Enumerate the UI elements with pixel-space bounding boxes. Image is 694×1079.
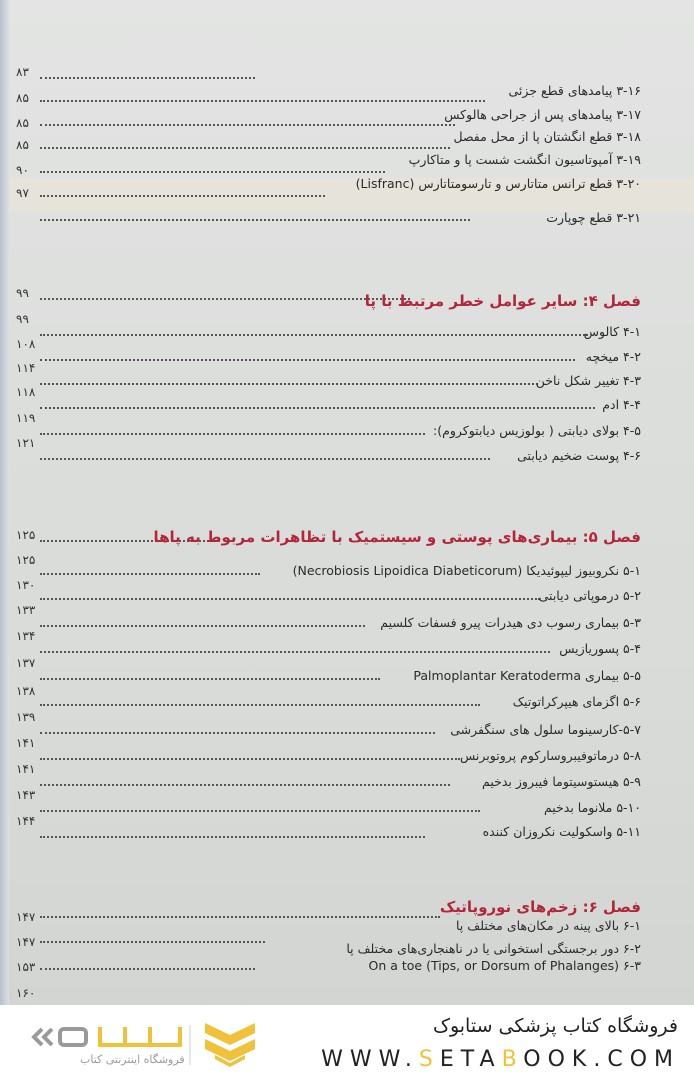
toc-entry[interactable]: ۵-۲ درموپاتی دیابتی (538, 588, 641, 603)
page-number: ۸۳ (16, 65, 29, 79)
toc-entry[interactable]: ۵-۳ بیماری رسوب دی هیدرات پیرو فسفات کلسیم (380, 615, 641, 630)
toc-row (0, 935, 694, 957)
dot-leader (40, 195, 325, 197)
dot-leader (40, 836, 425, 838)
store-url[interactable] (321, 1047, 680, 1072)
page-number: ۹۹ (16, 286, 29, 300)
page-number: ۱۳۴ (16, 629, 36, 643)
dot-leader (40, 100, 485, 102)
dot-leader (40, 171, 385, 173)
chapter-heading (0, 292, 694, 314)
page-number: ۱۳۳ (16, 603, 36, 617)
toc-row (0, 736, 694, 763)
toc-row (0, 762, 694, 789)
dot-leader (40, 407, 595, 409)
dot-leader (40, 941, 265, 943)
page-number: ۱۳۷ (16, 656, 36, 670)
setabook-logo[interactable] (30, 1015, 270, 1071)
toc-entry[interactable]: ۵-۱۱ واسکولیت نکروزان کننده (482, 824, 641, 839)
toc-entry[interactable]: ۳-۱۹ آمپوتاسیون انگشت شست پا و متاکارپ (408, 152, 641, 167)
dot-leader (40, 810, 480, 812)
chapter-title[interactable]: فصل ۶: زخم‌های نوروپاتیک (439, 898, 641, 916)
url-part: WWW. (321, 1047, 419, 1072)
dot-leader (40, 678, 380, 680)
toc-row (0, 578, 694, 603)
page-number: ۱۱۸ (16, 385, 36, 399)
toc-entry[interactable]: ۳-۱۸ قطع انگشتان پا از محل مفصل (453, 129, 641, 144)
toc-row (0, 436, 694, 463)
toc-entry[interactable]: ۳-۲۱ قطع چوپارت (546, 210, 641, 225)
toc-entry[interactable]: ۴-۱ کالوس (583, 324, 641, 339)
page-number: ۱۰۸ (16, 337, 36, 351)
dot-leader (40, 573, 260, 575)
toc-entry[interactable]: ۴-۳ تغییر شکل ناخن (535, 373, 641, 388)
toc-row (0, 684, 694, 709)
toc-row (0, 312, 694, 339)
page-number: ۱۴۷ (16, 935, 36, 949)
page-number: ۱۳۸ (16, 684, 36, 698)
url-part-accent: S (418, 1047, 440, 1072)
toc-row (0, 986, 694, 1005)
store-title: فروشگاه کتاب پزشکی ستابوک (432, 1015, 678, 1037)
toc-entry[interactable]: ۵-۵ بیماری Palmoplantar Keratoderma (413, 668, 641, 683)
toc-entry[interactable]: ۵-۷-کارسینوما سلول های سنگفرشی (450, 722, 641, 737)
page-number: ۹۷ (16, 186, 29, 200)
page-number: ۱۱۹ (16, 411, 36, 425)
page-number: ۱۲۵ (16, 553, 36, 567)
toc-entry[interactable]: ۴-۲ میخچه (585, 349, 641, 364)
page-number: ۱۴۷ (16, 910, 36, 924)
toc-entry[interactable]: ۵-۸ درماتوفیبروسارکوم پروتوبرنس (459, 748, 641, 763)
toc-row (0, 710, 694, 737)
page-number: ۸۵ (16, 138, 29, 152)
dot-leader (40, 433, 425, 435)
page-number: ۱۲۱ (16, 436, 36, 450)
toc-entry[interactable]: ۶-۲ دور برجستگی استخوانی یا در ناهنجاری‌های مختلف پا (346, 941, 641, 956)
page-number: ۱۶۰ (16, 986, 36, 1000)
toc-entry[interactable]: ۳-۱۶ پیامدهای قطع جزئی (508, 83, 641, 98)
toc-entry[interactable]: ۳-۲۰ قطع ترانس متاتارس و تارسومتاتارس (Lisfranc) (355, 176, 641, 191)
page-number: ۱۴۳ (16, 788, 36, 802)
chapter-title[interactable]: فصل ۴: سایر عوامل خطر مرتبط با پا (364, 292, 641, 310)
logo-subtitle: فروشگاه اینترنتی کتاب (80, 1053, 185, 1066)
dot-leader (40, 758, 460, 760)
dot-leader (40, 77, 255, 79)
url-part-accent: B (501, 1047, 524, 1072)
dot-leader (40, 124, 455, 126)
toc-entry[interactable]: ۵-۱ نکروبیوز لیپوئیدیکا (Necrobiosis Lipoidica Diabeticorum) (292, 563, 641, 578)
page-number: ۱۴۱ (16, 762, 36, 776)
dot-leader (40, 651, 550, 653)
toc-row (0, 788, 694, 815)
dot-leader (40, 916, 440, 918)
dot-leader (40, 219, 470, 221)
chapter-title[interactable]: فصل ۵: بیماری‌های پوستی و سیستمیک با تظاهرات مربوط به پاها (153, 528, 641, 546)
dot-leader (40, 147, 450, 149)
toc-entry[interactable]: ۶-۱ بالای پینه در مکان‌های مختلف پا (456, 918, 641, 933)
dot-leader (40, 334, 588, 336)
toc-entry[interactable]: ۵-۱۰ ملانوما بدخیم (543, 800, 641, 815)
toc-entry[interactable]: ۳-۱۷ پیامدهای پس از جراحی هالوکس (444, 107, 641, 122)
toc-entry[interactable]: ۵-۶ اگزمای هیپرکراتوتیک (512, 694, 641, 709)
dot-leader (40, 732, 435, 734)
page-number: ۸۵ (16, 91, 29, 105)
toc-row (0, 361, 694, 388)
page-number: ۱۵۳ (16, 960, 36, 974)
toc-entry[interactable]: ۴-۵ بولای دیابتی ( بولوزیس دیابتوکروم): (433, 423, 641, 438)
toc-row (0, 814, 694, 839)
page-number: ۹۰ (16, 163, 29, 177)
toc-entry[interactable]: ۴-۶ پوست ضخیم دیابتی (517, 448, 641, 463)
page-number: ۱۲۵ (16, 528, 36, 542)
toc-row (0, 629, 694, 656)
toc-row (0, 186, 694, 208)
chapter-heading-row (0, 528, 694, 550)
toc-entry[interactable]: ۶-۳ On a toe (Tips, or Dorsum of Phalanges) (368, 958, 641, 973)
toc-entry[interactable]: ۴-۴ ادم (602, 397, 641, 412)
toc-row (0, 210, 694, 232)
page-number: ۱۳۹ (16, 710, 36, 724)
dot-leader (40, 968, 255, 970)
dot-leader (40, 704, 480, 706)
store-footer (0, 1005, 694, 1079)
page-number: ۸۵ (16, 116, 29, 130)
page-number: ۱۱۴ (16, 361, 36, 375)
toc-entry[interactable]: ۵-۴ پسوریازیس (559, 641, 641, 656)
toc-entry[interactable]: ۵-۹ هیستوسیتوما فیبروز بدخیم (482, 774, 641, 789)
dot-leader (40, 458, 490, 460)
dot-leader (40, 598, 540, 600)
toc-row (0, 910, 694, 932)
toc-row (0, 603, 694, 630)
toc-row (0, 385, 694, 412)
toc-row (0, 656, 694, 683)
toc-row (0, 337, 694, 364)
page-number: ۱۴۴ (16, 814, 36, 828)
page-number: ۱۴۱ (16, 736, 36, 750)
toc-row (0, 553, 694, 578)
toc-row (0, 960, 694, 982)
url-part: ETA (439, 1047, 502, 1072)
dot-leader (40, 625, 365, 627)
dot-leader (40, 784, 450, 786)
url-part: OOK.COM (523, 1047, 680, 1072)
toc-row (0, 411, 694, 438)
page-number: ۹۹ (16, 312, 29, 326)
page-number: ۱۳۰ (16, 578, 36, 592)
